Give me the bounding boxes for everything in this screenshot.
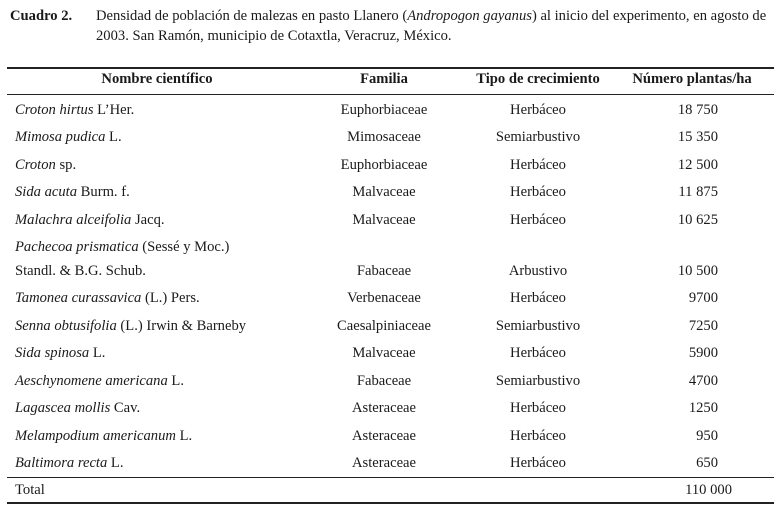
scientific-name	[15, 128, 122, 146]
scientific-name	[15, 454, 124, 472]
family-cell: Malvaceae	[352, 212, 416, 228]
header-rule	[7, 94, 774, 95]
species-italic: Malachra alceifolia	[15, 212, 132, 228]
species-author: Cav.	[110, 400, 141, 416]
growth-type-cell: Herbáceo	[510, 455, 566, 471]
species-author-line2: Standl. & B.G. Schub.	[15, 263, 146, 279]
density-cell: 7250	[688, 318, 718, 334]
family-cell: Euphorbiaceae	[340, 157, 428, 173]
species-italic: Melampodium americanum	[15, 428, 176, 444]
total-label: Total	[15, 482, 45, 498]
species-italic: Sida acuta	[15, 184, 78, 200]
table-caption	[10, 6, 776, 46]
header-familia	[360, 71, 432, 88]
species-italic: Sida spinosa	[15, 345, 90, 361]
density-cell: 12 500	[677, 157, 718, 173]
scientific-name	[15, 399, 140, 417]
header-nombre-label: Nombre científico	[101, 71, 213, 87]
species-author: (Sessé y Moc.)	[138, 239, 230, 255]
growth-type-cell: Semiarbustivo	[495, 129, 581, 145]
caption-text-part2: ) al inicio del experimento, en agosto de 2003. San Ramón, municipio de Cotaxtla, Veracruz, México.	[96, 8, 767, 44]
growth-type-cell: Arbustivo	[508, 263, 568, 279]
scientific-name	[15, 317, 246, 335]
scientific-name	[15, 238, 229, 256]
family-cell: Caesalpiniaceae	[337, 318, 431, 334]
caption-species-italic: Andropogon gayanus	[407, 8, 532, 24]
scientific-name	[15, 183, 130, 201]
bottom-rule	[7, 502, 774, 504]
species-author: L’Her.	[93, 102, 135, 118]
growth-type-cell: Herbáceo	[510, 102, 566, 118]
density-cell: 1250	[688, 400, 718, 416]
growth-type-cell: Herbáceo	[510, 157, 566, 173]
header-nombre	[101, 71, 268, 88]
growth-type-cell: Herbáceo	[510, 212, 566, 228]
scientific-name	[15, 372, 184, 390]
family-cell: Fabaceae	[356, 263, 412, 279]
species-author: L.	[167, 373, 184, 389]
scientific-name	[15, 344, 105, 362]
header-tipo-label: Tipo de crecimiento	[476, 71, 600, 87]
density-cell: 15 350	[677, 129, 718, 145]
growth-type-cell: Herbáceo	[510, 184, 566, 200]
density-cell: 5900	[688, 345, 718, 361]
species-italic: Lagascea mollis	[15, 400, 111, 416]
species-italic: Baltimora recta	[15, 455, 108, 471]
growth-type-cell: Herbáceo	[510, 428, 566, 444]
species-author: sp.	[55, 157, 77, 173]
scientific-name	[15, 156, 76, 174]
species-author: L.	[175, 428, 193, 444]
family-cell: Asteraceae	[352, 400, 416, 416]
family-cell: Mimosaceae	[347, 129, 421, 145]
species-author: (L.) Pers.	[141, 290, 200, 306]
family-cell: Asteraceae	[352, 455, 416, 471]
density-cell: 950	[696, 428, 718, 444]
growth-type-cell: Semiarbustivo	[495, 373, 581, 389]
family-cell: Malvaceae	[352, 345, 416, 361]
species-italic: Aeschynomene americana	[15, 373, 168, 389]
species-italic: Croton	[15, 157, 56, 173]
growth-type-cell: Herbáceo	[510, 345, 566, 361]
density-cell: 650	[696, 455, 718, 471]
total-rule	[7, 477, 774, 478]
caption-text-part1: Densidad de población de malezas en pasto Llanero (	[96, 8, 408, 24]
top-rule	[7, 67, 774, 69]
density-cell: 4700	[688, 373, 718, 389]
density-cell: 18 750	[677, 102, 718, 118]
caption-text	[96, 6, 776, 46]
density-cell: 11 875	[678, 184, 718, 200]
scientific-name	[15, 289, 200, 307]
header-familia-label: Familia	[360, 71, 408, 87]
header-numero-label: Número plantas/ha	[632, 71, 752, 87]
family-cell: Fabaceae	[356, 373, 412, 389]
species-author: L.	[89, 345, 106, 361]
density-cell: 10 500	[677, 263, 718, 279]
density-cell: 9700	[688, 290, 718, 306]
header-numero	[632, 71, 782, 88]
scientific-name	[15, 101, 134, 119]
species-author: Burm. f.	[77, 184, 130, 200]
family-cell: Euphorbiaceae	[340, 102, 428, 118]
species-italic: Pachecoa prismatica	[15, 239, 139, 255]
species-italic: Mimosa pudica	[15, 129, 106, 145]
family-cell: Malvaceae	[352, 184, 416, 200]
scientific-name	[15, 427, 192, 445]
species-author: Jacq.	[131, 212, 165, 228]
species-author: L.	[105, 129, 122, 145]
species-author: L.	[107, 455, 124, 471]
species-italic: Tamonea curassavica	[15, 290, 142, 306]
species-author: (L.) Irwin & Barneby	[116, 318, 247, 334]
scientific-name	[15, 211, 165, 229]
species-italic: Senna obtusifolia	[15, 318, 117, 334]
family-cell: Verbenaceae	[347, 290, 421, 306]
growth-type-cell: Semiarbustivo	[495, 318, 581, 334]
total-value: 110 000	[685, 482, 732, 498]
density-cell: 10 625	[677, 212, 718, 228]
caption-number: Cuadro 2.	[10, 8, 73, 24]
species-italic: Croton hirtus	[15, 102, 94, 118]
growth-type-cell: Herbáceo	[510, 400, 566, 416]
growth-type-cell: Herbáceo	[510, 290, 566, 306]
family-cell: Asteraceae	[352, 428, 416, 444]
